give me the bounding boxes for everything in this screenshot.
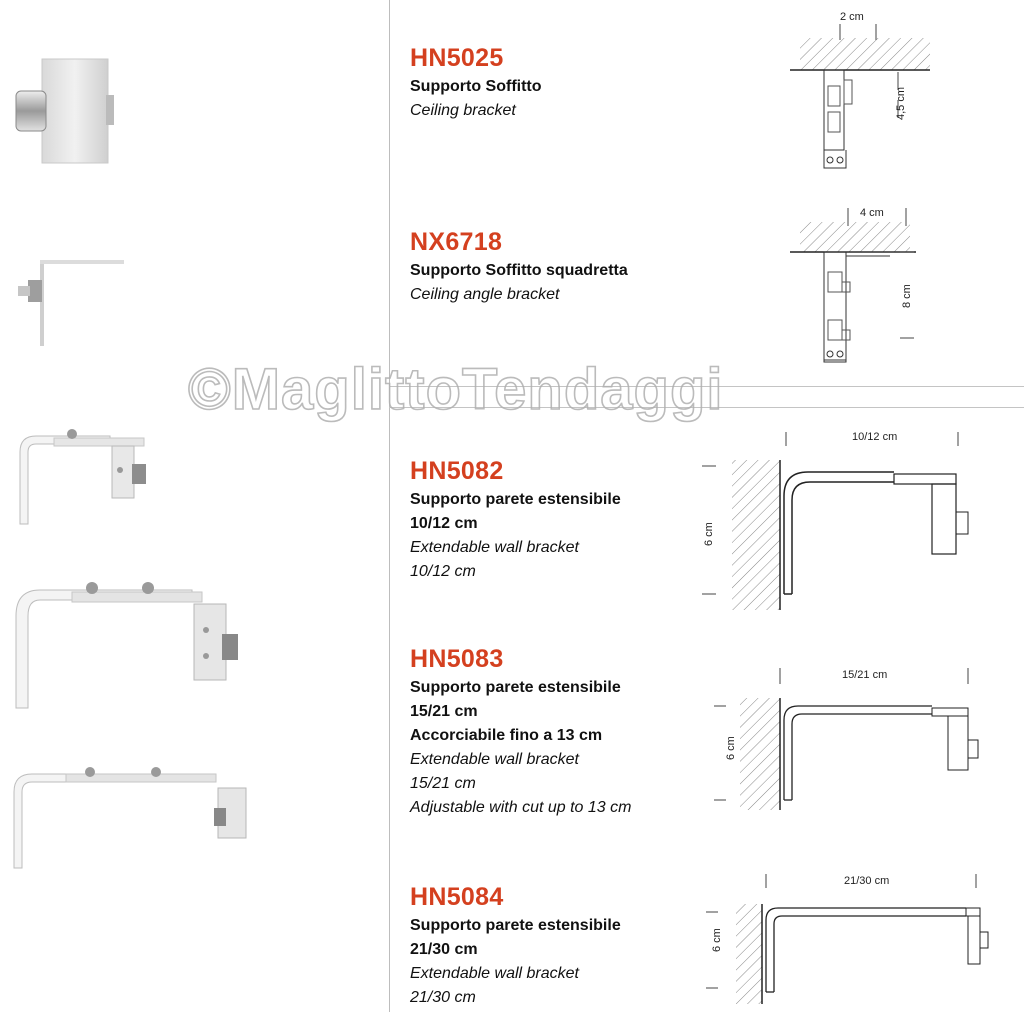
photo-hn5082 [14, 424, 154, 528]
product-hn5083 [410, 645, 631, 820]
product-code: HN5082 [410, 457, 504, 485]
dim-width: 21/30 cm [844, 875, 890, 887]
product-size-en: 10/12 cm [410, 563, 476, 580]
product-nx6718 [410, 228, 628, 307]
product-size-en: 21/30 cm [410, 989, 476, 1006]
drawing-hn5084 [704, 866, 994, 1006]
photo-hn5084 [10, 762, 250, 872]
photo-nx6718 [14, 252, 126, 348]
drawing-hn5083 [700, 654, 990, 820]
product-size-it: 21/30 cm [410, 941, 478, 958]
product-name-en: Extendable wall bracket [410, 539, 579, 556]
product-note-en: Adjustable with cut up to 13 cm [410, 799, 632, 816]
dim-height: 8 cm [901, 284, 913, 308]
product-name-en: Ceiling angle bracket [410, 286, 560, 303]
product-name-en: Extendable wall bracket [410, 751, 579, 768]
product-name-en: Extendable wall bracket [410, 965, 579, 982]
product-note-it: Accorciabile fino a 13 cm [410, 727, 603, 744]
product-code: HN5084 [410, 883, 504, 911]
column-divider [389, 0, 390, 1012]
watermark: ©MaglittoTendaggi [188, 357, 724, 422]
product-hn5025 [410, 44, 542, 123]
product-name-it: Supporto parete estensibile [410, 679, 621, 696]
dim-width: 10/12 cm [852, 431, 898, 443]
dim-width: 15/21 cm [842, 669, 888, 681]
product-name-it: Supporto Soffitto squadretta [410, 262, 628, 279]
product-code: HN5025 [410, 44, 504, 72]
product-hn5084 [410, 883, 621, 1010]
product-code: HN5083 [410, 645, 504, 673]
dim-height: 6 cm [703, 522, 715, 546]
product-hn5082 [410, 457, 621, 584]
photo-hn5025 [12, 55, 122, 167]
dim-height: 6 cm [711, 928, 723, 952]
drawing-hn5082 [696, 420, 986, 620]
dim-width: 4 cm [860, 207, 884, 219]
product-name-it: Supporto parete estensibile [410, 491, 621, 508]
product-size-it: 10/12 cm [410, 515, 478, 532]
product-name-it: Supporto parete estensibile [410, 917, 621, 934]
product-size-it: 15/21 cm [410, 703, 478, 720]
product-name-it: Supporto Soffitto [410, 78, 542, 95]
dim-height: 4,5 cm [895, 86, 907, 120]
photo-hn5083 [12, 576, 242, 712]
product-size-en: 15/21 cm [410, 775, 476, 792]
drawing-hn5025 [780, 0, 940, 190]
product-name-en: Ceiling bracket [410, 102, 516, 119]
section-divider [389, 407, 1024, 408]
section-divider [389, 386, 1024, 387]
product-code: NX6718 [410, 228, 503, 256]
dim-height: 6 cm [725, 736, 737, 760]
drawing-nx6718 [780, 196, 940, 376]
dim-width: 2 cm [840, 11, 864, 23]
